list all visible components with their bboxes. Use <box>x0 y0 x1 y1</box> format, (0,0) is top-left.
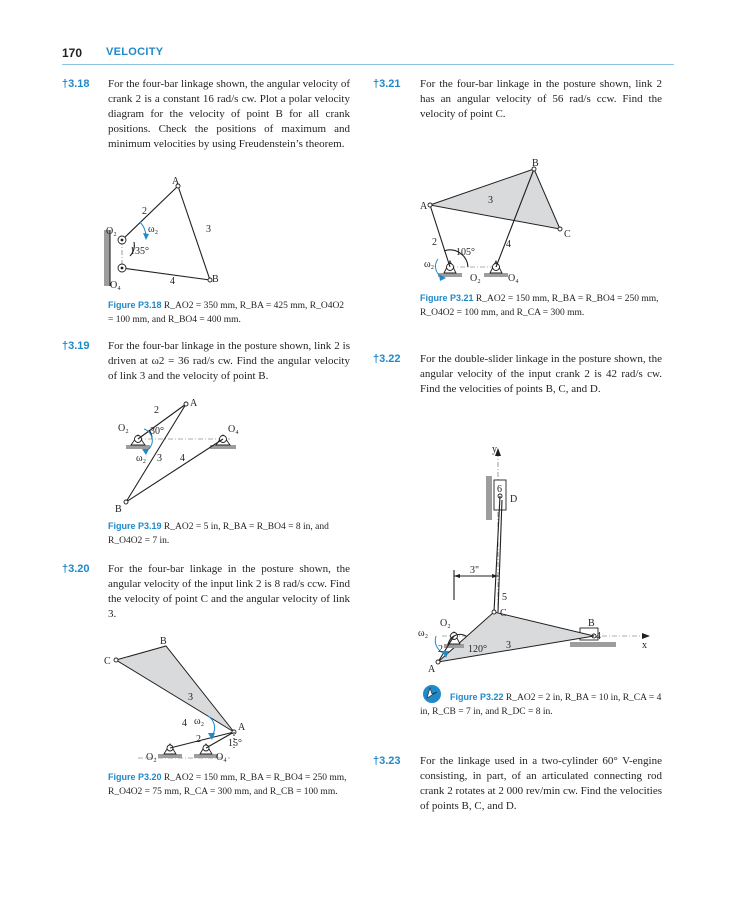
label-omega: ω₂ <box>418 628 429 639</box>
label-b: B <box>532 158 539 169</box>
label-link2: 2 <box>438 644 443 655</box>
figure-caption <box>420 690 665 719</box>
caption-text: R_AO2 = 150 mm, R_BA = R_BO4 = 250 mm, R_O4O2 = 75 mm, R_CA = 300 mm, and R_CB = 100 mm. <box>108 773 347 797</box>
label-o4: O₄ <box>508 273 519 284</box>
problem-text: For the four-bar linkage shown, the angular velocity of crank 2 is a constant 16 rad/s cw. Plot a polar velocity diagram for the velocity of point B for all crank positions. Check the positions of maximum and minimum velocities by using Freudenstein’s theorem. <box>108 78 350 150</box>
figure-p3-19 <box>100 395 350 520</box>
label-omega: ω₂ <box>194 716 205 727</box>
label-o2: O₂ <box>440 618 451 629</box>
problem-number: †3.22 <box>373 353 401 365</box>
figure-label: Figure P3.19 <box>108 521 162 531</box>
figure-caption <box>108 298 348 327</box>
problem-text: For the four-bar linkage in the posture shown, the angular velocity of the input link 2 is 8 rad/s ccw. Find the velocity of point C and the angular velocity of link 3. <box>108 563 350 620</box>
horizontal-guide <box>570 642 616 647</box>
figure-label: Figure P3.18 <box>108 300 162 310</box>
label-link2: 2 <box>432 237 437 248</box>
page-header <box>62 44 674 65</box>
link-3-triangle <box>430 169 560 229</box>
figure-p3-21 <box>410 155 670 290</box>
label-angle: 135° <box>130 246 149 257</box>
link-4 <box>122 268 210 280</box>
label-link3: 3 <box>188 692 193 703</box>
caption-text: R_AO2 = 350 mm, R_BA = 425 mm, R_O4O2 = 100 mm, and R_BO4 = 400 mm. <box>108 301 345 325</box>
link-2 <box>430 205 450 267</box>
label-a: A <box>428 664 436 675</box>
ground-wall <box>104 230 110 286</box>
figure-p3-22 <box>410 440 670 680</box>
figure-p3-18 <box>100 172 350 292</box>
label-link4: 4 <box>170 276 175 287</box>
label-link4: 4 <box>182 718 187 729</box>
label-b: B <box>588 618 595 629</box>
label-a: A <box>238 722 246 733</box>
label-angle: 120° <box>468 644 487 655</box>
problem-number: †3.19 <box>62 340 90 352</box>
label-link2: 2 <box>142 206 147 217</box>
section-title: VELOCITY <box>106 46 164 58</box>
label-o2: O₂ <box>106 226 117 237</box>
label-b: B <box>160 636 167 647</box>
problem-text: For the four-bar linkage in the posture shown, link 2 is driven at ω2 = 36 rad/s cw. Find the angular velocity of link 3 and the velocity of point B. <box>108 340 350 382</box>
label-c: C <box>500 608 507 619</box>
label-o4: O₄ <box>228 424 239 435</box>
label-angle: 30° <box>150 426 164 437</box>
label-omega: ω₂ <box>136 453 147 464</box>
label-y: y <box>492 444 497 455</box>
label-link3: 3 <box>206 224 211 235</box>
label-link4: 4 <box>180 453 185 464</box>
label-link2: 2 <box>196 734 201 745</box>
problem-text: For the double-slider linkage in the posture shown, the angular velocity of the input crank 2 is 42 rad/s cw. Find the velocities of points B, C, and D. <box>420 353 662 395</box>
label-dim: 3" <box>470 565 480 576</box>
label-link5: 5 <box>502 592 507 603</box>
caption-text: R_AO2 = 5 in, R_BA = R_BO4 = 8 in, and R_O4O2 = 7 in. <box>108 522 329 546</box>
figure-p3-20 <box>100 630 350 765</box>
label-o2: O₂ <box>118 423 129 434</box>
label-link3: 3 <box>506 640 511 651</box>
figure-label: Figure P3.22 <box>450 692 504 702</box>
figure-label: Figure P3.20 <box>108 772 162 782</box>
label-link2: 2 <box>154 405 159 416</box>
figure-caption <box>108 519 348 548</box>
label-link4: 4 <box>596 631 601 642</box>
label-angle: 15° <box>228 738 242 749</box>
problem-number: †3.23 <box>373 755 401 767</box>
label-c: C <box>104 656 111 667</box>
label-b: B <box>115 504 122 515</box>
label-omega: ω₂ <box>424 259 435 270</box>
link-3 <box>126 404 186 502</box>
page-number: 170 <box>62 46 83 60</box>
label-o4: O₄ <box>110 280 121 291</box>
problem-number: †3.20 <box>62 563 90 575</box>
label-d: D <box>510 494 518 505</box>
link-2 <box>170 732 234 748</box>
label-o4: O₄ <box>216 752 227 763</box>
label-a: A <box>420 201 428 212</box>
label-c: C <box>564 229 571 240</box>
label-link3: 3 <box>157 453 162 464</box>
problem-text: For the four-bar linkage in the posture shown, link 2 has an angular velocity of 56 rad/s ccw. Find the velocity of point C. <box>420 78 662 120</box>
label-omega: ω₂ <box>148 224 159 235</box>
problem-number: †3.18 <box>62 78 90 90</box>
label-angle: 105° <box>456 247 475 258</box>
caption-text: R_AO2 = 2 in, R_BA = 10 in, R_CA = 4 in, R_CB = 7 in, and R_DC = 8 in. <box>420 693 662 717</box>
label-x: x <box>642 640 647 651</box>
problem-text: For the linkage used in a two-cylinder 60° V-engine consisting, in part, of an articulated connecting rod crank 2 rotates at 2 000 rev/min cw. Find the velocities of points B, C, and D. <box>420 755 662 812</box>
problem-number: †3.21 <box>373 78 401 90</box>
link-3-triangle <box>438 612 594 662</box>
x-axis-arrow <box>642 633 650 639</box>
caption-text: R_AO2 = 150 mm, R_BA = R_BO4 = 250 mm, R_O4O2 = 100 mm, and R_CA = 300 mm. <box>420 294 659 318</box>
link-3-triangle <box>116 646 234 732</box>
vertical-guide <box>486 476 492 520</box>
label-b: B <box>212 274 219 285</box>
label-o2: O₂ <box>470 273 481 284</box>
label-link6: 6 <box>497 484 502 495</box>
label-link3: 3 <box>488 195 493 206</box>
label-o2: O₂ <box>146 752 157 763</box>
label-a: A <box>172 176 180 187</box>
label-link4: 4 <box>506 239 511 250</box>
label-a: A <box>190 398 198 409</box>
figure-caption <box>420 291 665 320</box>
figure-label: Figure P3.21 <box>420 293 474 303</box>
figure-caption <box>108 770 348 799</box>
